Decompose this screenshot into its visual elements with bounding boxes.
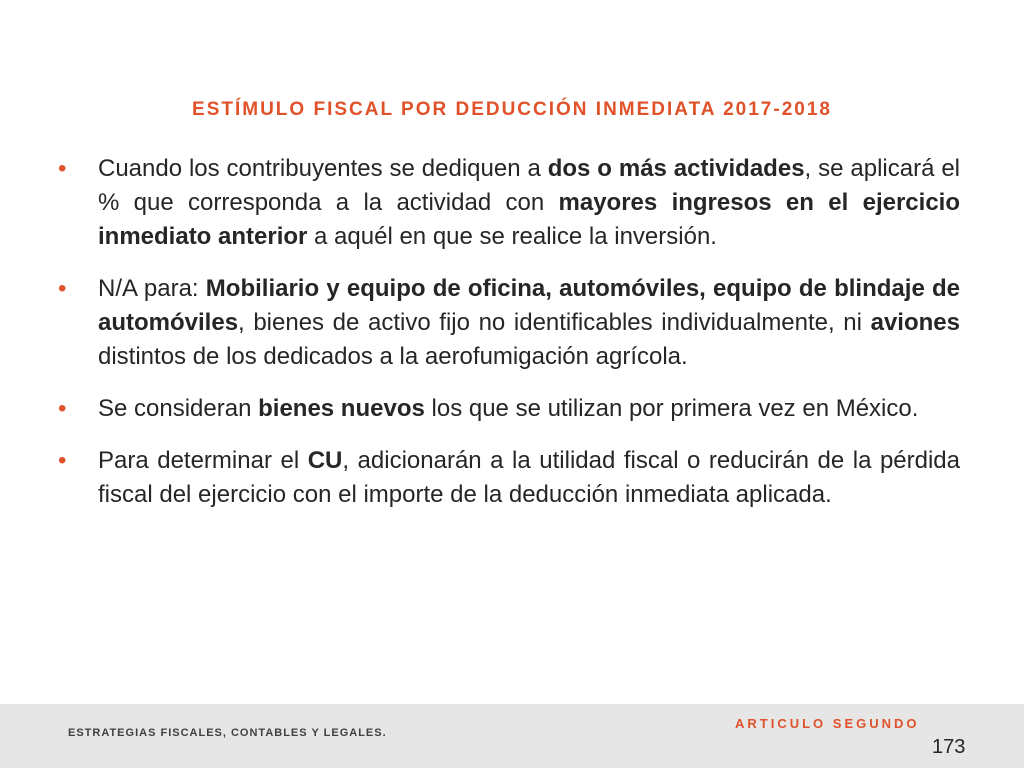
bullet-icon: • [58, 395, 67, 422]
bullet-icon: • [58, 447, 67, 474]
bullet-text: distintos de los dedicados a la aerofumigación agrícola. [98, 343, 688, 370]
slide-title: ESTÍMULO FISCAL POR DEDUCCIÓN INMEDIATA 2017-2018 [192, 99, 832, 120]
page-number: 173 [932, 736, 966, 758]
bullet-list [58, 152, 960, 530]
bullet-icon: • [58, 155, 67, 182]
footer-brand: ESTRATEGIAS FISCALES, CONTABLES Y LEGALES. [68, 727, 387, 739]
bullet-emphasis: dos o más actividades [547, 155, 805, 182]
bullet-item [58, 272, 960, 374]
bullet-emphasis: aviones [870, 309, 960, 336]
bullet-text: , se aplicará el % que corresponda a la actividad con [98, 155, 961, 216]
bullet-text: a aquél en que se realice la inversión. [307, 223, 717, 250]
bullet-text: los que se utilizan por primera vez en México. [424, 395, 919, 422]
bullet-text: , bienes de activo fijo no identificables individualmente, ni [238, 309, 871, 336]
bullet-emphasis: Mobiliario y equipo de oficina, automóviles, equipo de blindaje de automóviles [98, 275, 960, 336]
footer-bar [0, 704, 1024, 768]
bullet-emphasis: mayores ingresos en el ejercicio inmediato anterior [98, 189, 960, 250]
bullet-item [58, 444, 960, 512]
bullet-item [58, 392, 960, 426]
bullet-emphasis: bienes nuevos [258, 395, 425, 422]
bullet-text: Se consideran [98, 395, 259, 422]
bullet-text: N/A para: [98, 275, 206, 302]
footer-article-label: ARTICULO SEGUNDO [735, 716, 920, 731]
bullet-text: Cuando los contribuyentes se dediquen a [98, 155, 548, 182]
bullet-text: , adicionarán a la utilidad fiscal o reducirán de la pérdida fiscal del ejercicio con el importe de la deducción inmediata aplicada. [98, 447, 961, 508]
bullet-emphasis: CU [307, 447, 343, 474]
bullet-text: Para determinar el [98, 447, 308, 474]
bullet-item [58, 152, 960, 254]
bullet-icon: • [58, 275, 67, 302]
